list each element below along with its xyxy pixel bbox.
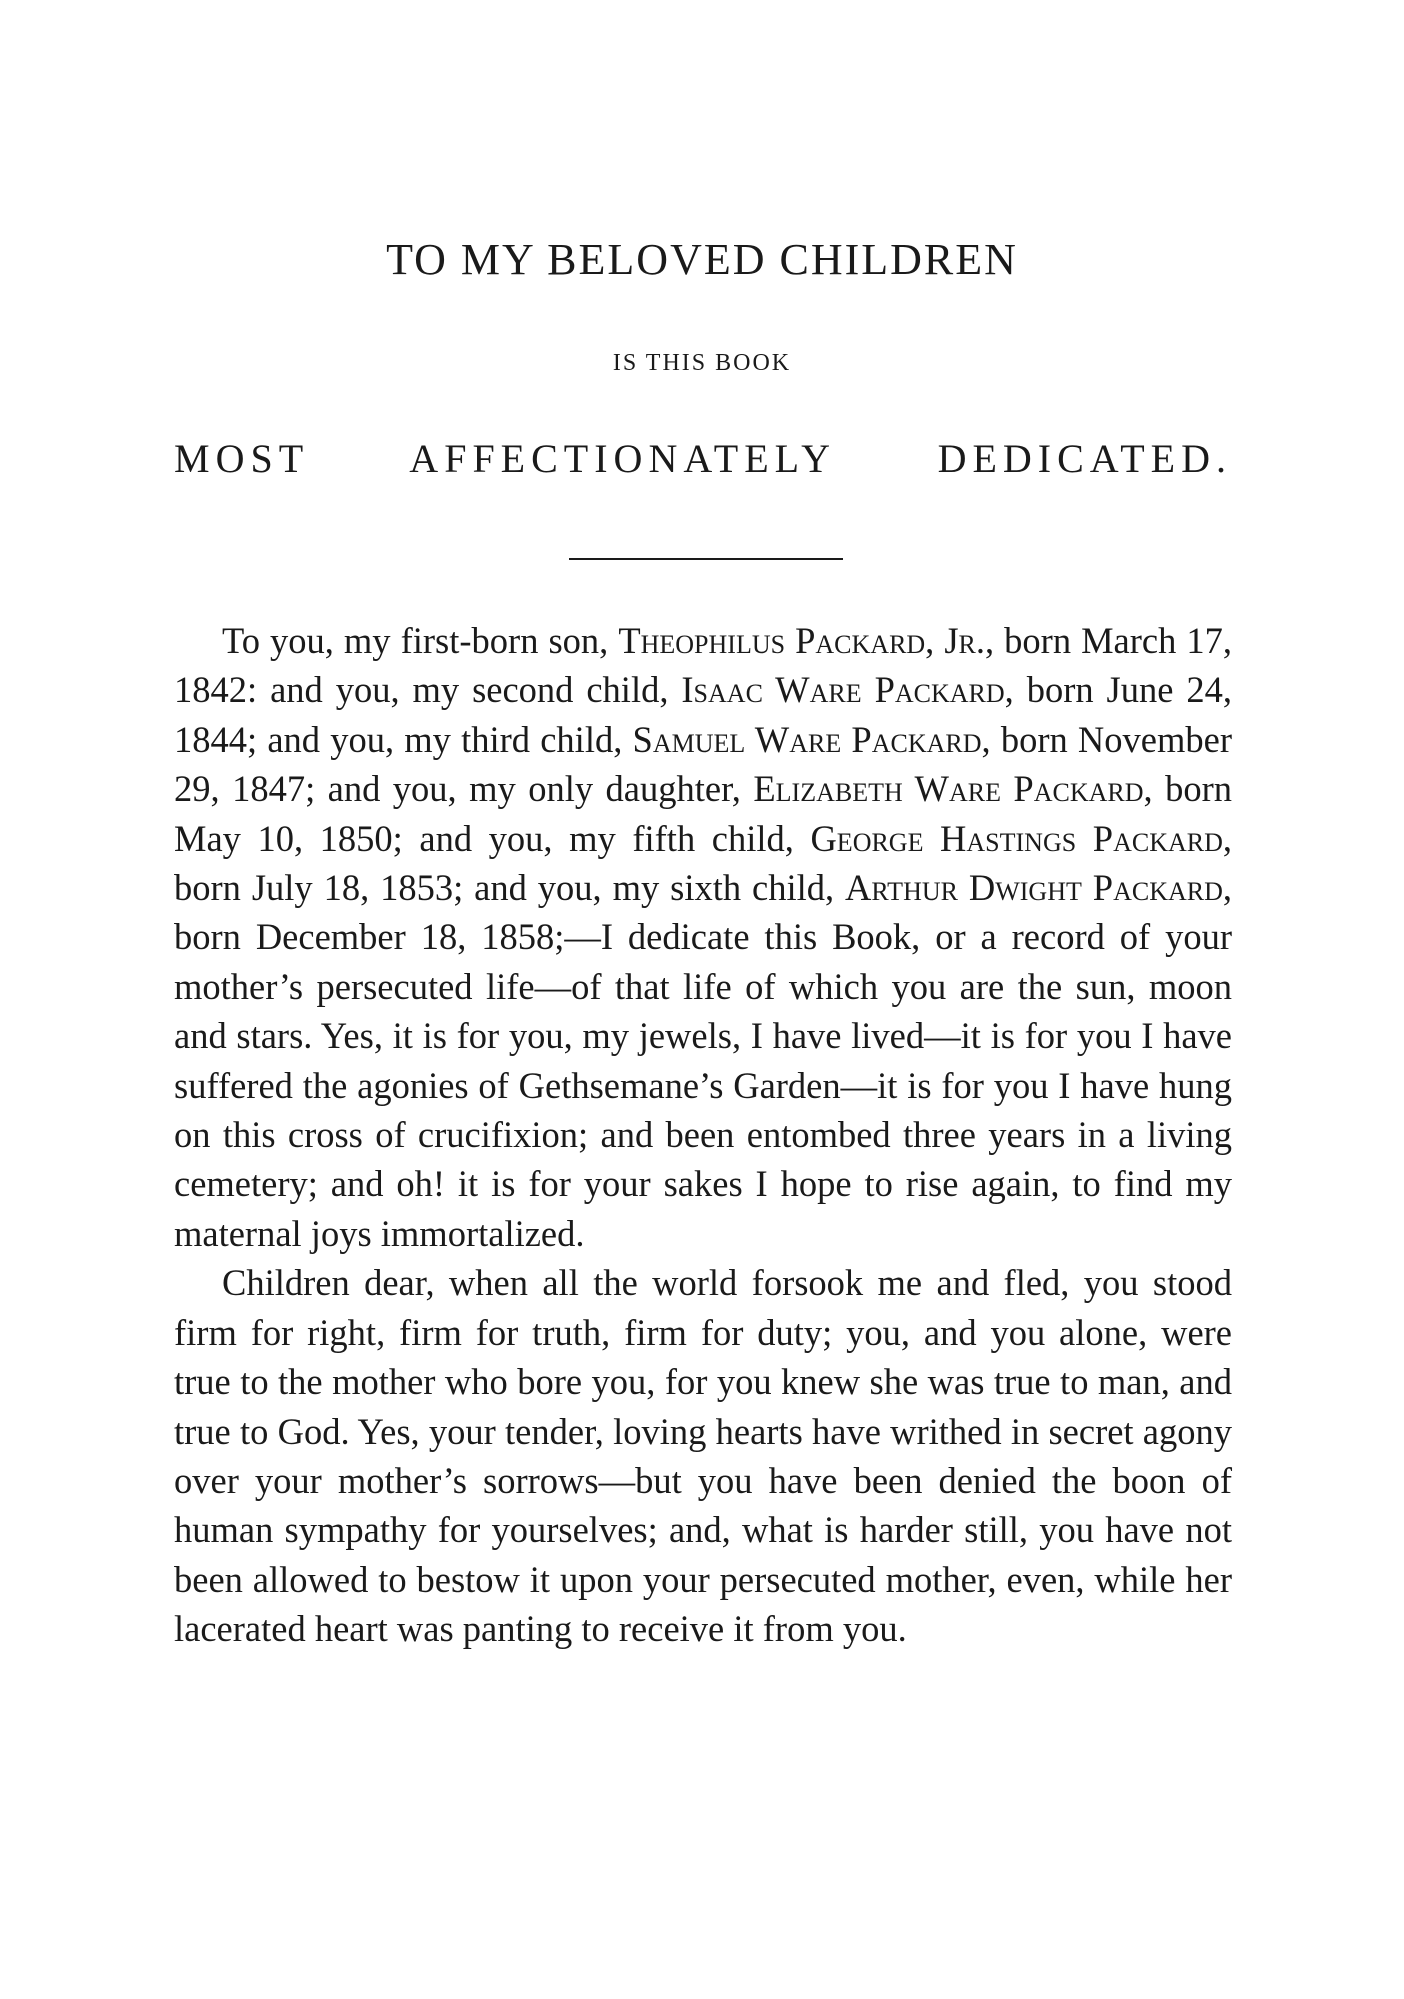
dedication-paragraph-2: Children dear, when all the world forsook me and fled, you stood firm for right, firm for truth, firm for duty; you, and you alone, were true to the mother who bore you, for you knew she was true to man, and true to God. Yes, your tender, loving hearts have writhed in secret agony over your mother’s sorrows—but you have been denied the boon of human sympathy for yourselves; and, what is harder still, you have not been allowed to bestow it upon your persecuted mother, even, while her lacerated heart was panting to receive it from you. xyxy=(174,1262,1232,1650)
text-run: , born June 24, 1844; and you, my third child, xyxy=(174,669,1233,760)
dedication-paragraph-1 xyxy=(174,616,1232,1258)
child-name: George Hastings Packard xyxy=(810,817,1223,859)
dedication-heading: TO MY BELOVED CHILDREN xyxy=(386,235,1018,284)
child-name: Isaac Ware Packard xyxy=(681,669,1005,711)
text-run: , born May 10, 1850; and you, my fifth child, xyxy=(174,768,1233,859)
child-name: Elizabeth Ware Packard xyxy=(753,768,1144,810)
dedication-body xyxy=(174,616,1232,1654)
text-run: , born March 17, 1842: and you, my second child, xyxy=(174,620,1233,711)
child-name: Arthur Dwight Packard xyxy=(845,867,1223,909)
dedication-closing-line: MOST AFFECTIONATELY DEDICATED. xyxy=(174,436,1232,481)
child-name: Samuel Ware Packard xyxy=(632,718,982,760)
dedication-subheading: IS THIS BOOK xyxy=(612,350,792,376)
text-run: , born December 18, 1858;—I dedicate this Book, or a record of your mother’s persecuted life—of that life of which you are the sun, moon and stars. Yes, it is for you, my jewels, I have lived—it is for you I have suffered the agonies of Gethsemane’s Garden—it is for you I have hung on this cross of crucifixion; and been entombed three years in a living cemetery; and oh! it is for your sakes I hope to rise again, to find my maternal joys immortalized. xyxy=(174,867,1232,1254)
child-name: Theophilus Packard, Jr. xyxy=(618,620,986,661)
text-run: To you, my first-born son, xyxy=(222,620,619,661)
section-divider xyxy=(569,558,843,560)
text-run: , born July 18, 1853; and you, my sixth child, xyxy=(174,817,1232,909)
text-run: , born November 29, 1847; and you, my only daughter, xyxy=(174,718,1232,810)
